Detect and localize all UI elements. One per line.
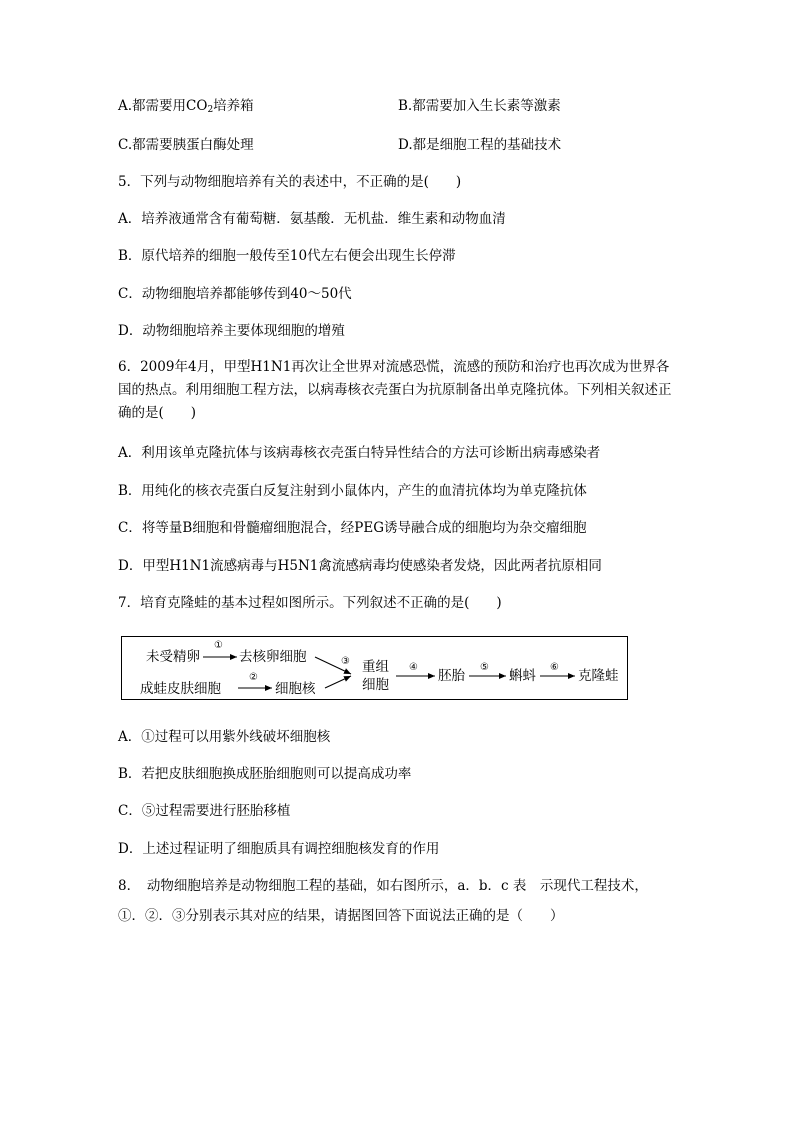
q7-option-a: A．①过程可以用紫外线破坏细胞核 bbox=[118, 729, 331, 745]
step-4: ④ bbox=[409, 662, 418, 673]
q7-option-c: C．⑤过程需要进行胚胎移植 bbox=[118, 803, 291, 819]
cloning-process-diagram bbox=[121, 636, 628, 700]
label-embryo: 胚胎 bbox=[438, 668, 465, 684]
q8-stem-line2: ①．②．③分别表示其对应的结果，请据图回答下面说法正确的是（ ） bbox=[118, 908, 564, 924]
q5-option-c: C．动物细胞培养都能够传到40～50代 bbox=[118, 286, 352, 302]
step-2: ② bbox=[249, 672, 258, 683]
q6-option-d: D．甲型H1N1流感病毒与H5N1禽流感病毒均使感染者发烧，因此两者抗原相同 bbox=[118, 558, 602, 574]
q6-option-c: C．将等量B细胞和骨髓瘤细胞混合，经PEG诱导融合成的细胞均为杂交瘤细胞 bbox=[118, 520, 587, 536]
q5-option-b: B．原代培养的细胞一般传至10代左右便会出现生长停滞 bbox=[118, 248, 456, 264]
label-unfertilized-egg: 未受精卵 bbox=[146, 649, 200, 665]
step-6: ⑥ bbox=[550, 662, 559, 673]
q7-option-b: B．若把皮肤细胞换成胚胎细胞则可以提高成功率 bbox=[118, 766, 412, 782]
label-nucleus: 细胞核 bbox=[275, 681, 316, 697]
q4-option-b: B.都需要加入生长素等激素 bbox=[398, 98, 561, 114]
q6-option-a: A．利用该单克隆抗体与该病毒核衣壳蛋白特异性结合的方法可诊断出病毒感染者 bbox=[118, 445, 601, 461]
q4-option-d: D.都是细胞工程的基础技术 bbox=[398, 137, 562, 153]
label-tadpole: 蝌蚪 bbox=[509, 668, 536, 684]
q5-option-d: D．动物细胞培养主要体现细胞的增殖 bbox=[118, 323, 345, 339]
q6-option-b: B．用纯化的核衣壳蛋白反复注射到小鼠体内，产生的血清抗体均为单克隆抗体 bbox=[118, 483, 587, 499]
q6-stem: 6．2009年4月，甲型H1N1再次让全世界对流感恐慌，流感的预防和治疗也再次成为世界各国的热点。利用细胞工程方法，以病毒核衣壳蛋白为抗原制备出单克隆抗体。下列相关叙述正确的是( ) bbox=[118, 359, 672, 421]
label-recombined-1: 重组 bbox=[362, 659, 389, 675]
q8-stem-line1: 8． 动物细胞培养是动物细胞工程的基础，如右图所示，a．b．c 表 示现代工程技术， bbox=[118, 878, 648, 894]
q7-stem: 7．培育克隆蛙的基本过程如图所示。下列叙述不正确的是( ) bbox=[118, 595, 502, 611]
label-frog-skin-cell: 成蛙皮肤细胞 bbox=[140, 681, 221, 697]
q5-option-a: A．培养液通常含有葡萄糖．氨基酸．无机盐．维生素和动物血清 bbox=[118, 211, 506, 227]
label-cloned-frog: 克隆蛙 bbox=[578, 668, 619, 684]
label-enucleated-egg: 去核卵细胞 bbox=[239, 649, 307, 665]
q4-option-a: A.都需要用$CO_2$培养箱 bbox=[118, 98, 254, 115]
step-5: ⑤ bbox=[480, 662, 489, 673]
q5-stem: 5．下列与动物细胞培养有关的表述中，不正确的是( ) bbox=[118, 174, 462, 190]
step-1: ① bbox=[214, 640, 223, 651]
step-3: ③ bbox=[341, 656, 350, 667]
q7-option-d: D．上述过程证明了细胞质具有调控细胞核发育的作用 bbox=[118, 841, 440, 857]
q4-option-c: C.都需要胰蛋白酶处理 bbox=[118, 137, 254, 153]
label-recombined-2: 细胞 bbox=[362, 677, 389, 693]
arrow-merge-bottom bbox=[325, 676, 351, 688]
